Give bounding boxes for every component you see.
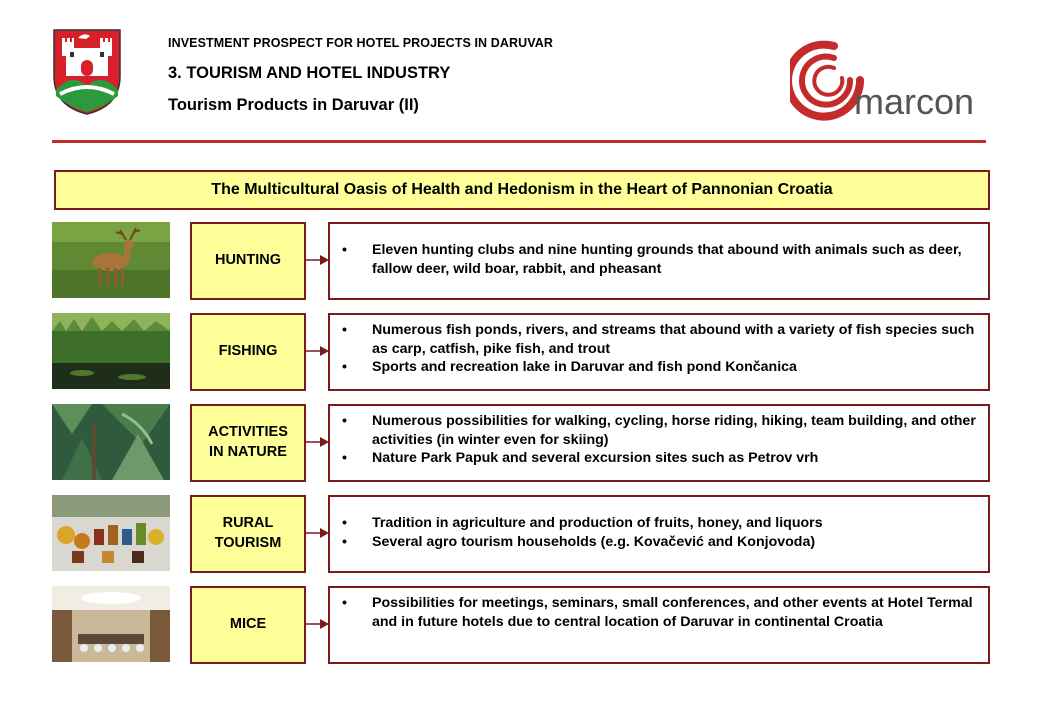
product-row-fishing [52, 313, 992, 391]
product-row-rural-tourism [52, 495, 992, 573]
deer-photo [52, 222, 170, 298]
category-label-text: HUNTING [214, 252, 282, 269]
description-box-activities-in-nature [328, 404, 990, 482]
arrow-right-icon [306, 343, 330, 359]
product-row-hunting [52, 222, 992, 300]
description-item: • Tradition in agriculture and production of fruits, honey, and liquors [338, 514, 980, 533]
pond-photo [52, 313, 170, 389]
description-item: • Sports and recreation lake in Daruvar and fish pond Končanica [338, 358, 980, 377]
category-label-fishing [190, 313, 306, 391]
conference-room-photo [52, 586, 170, 662]
description-item: • Numerous fish ponds, rivers, and streams that abound with a variety of fish species such as carp, catfish, pike fish, and trout [338, 321, 980, 358]
description-item: • Possibilities for meetings, seminars, small conferences, and other events at Hotel Termal and in future hotels due to central location of Daruvar in continental Croatia [338, 594, 980, 631]
header-divider [52, 140, 986, 143]
category-label-hunting [190, 222, 306, 300]
category-label-line: IN NATURE [209, 444, 287, 460]
marcon-logo [790, 28, 990, 128]
arrow-right-icon [306, 616, 330, 632]
arrow-right-icon [306, 434, 330, 450]
category-label-text [215, 514, 282, 553]
category-label-line: TOURISM [214, 535, 282, 551]
description-box-mice [328, 586, 990, 664]
description-item: • Eleven hunting clubs and nine hunting grounds that abound with animals such as deer, fallow deer, wild boar, rabbit, and pheasant [338, 241, 980, 278]
description-item: • Several agro tourism households (e.g. Kovačević and Konjovoda) [338, 533, 980, 552]
produce-photo [52, 495, 170, 571]
document-kicker: INVESTMENT PROSPECT FOR HOTEL PROJECTS IN DARUVAR [168, 36, 554, 50]
category-label-text: FISHING [218, 343, 278, 360]
description-item: • Numerous possibilities for walking, cycling, horse riding, hiking, team building, and other activities (in winter even for skiing) [338, 412, 980, 449]
category-label-line: ACTIVITIES [208, 424, 288, 441]
description-box-rural-tourism [328, 495, 990, 573]
category-label-rural-tourism [190, 495, 306, 573]
category-label-activities-in-nature [190, 404, 306, 482]
marcon-logo-text: marcon [854, 81, 975, 122]
category-label-text [208, 423, 288, 462]
product-row-mice [52, 586, 992, 664]
arrow-right-icon [306, 252, 330, 268]
category-label-mice [190, 586, 306, 664]
header [168, 36, 553, 115]
category-label-text: MICE [229, 616, 267, 633]
section-title: 3. TOURISM AND HOTEL INDUSTRY [168, 64, 451, 82]
banner-title: The Multicultural Oasis of Health and Hedonism in the Heart of Pannonian Croatia [54, 170, 990, 210]
description-box-hunting [328, 222, 990, 300]
arrow-right-icon [306, 525, 330, 541]
page-title: Tourism Products in Daruvar (II) [168, 96, 419, 114]
coat-of-arms-icon [52, 28, 122, 116]
product-row-activities-in-nature [52, 404, 992, 482]
category-label-line: RURAL [222, 515, 274, 532]
description-item: • Nature Park Papuk and several excursion sites such as Petrov vrh [338, 449, 980, 468]
description-box-fishing [328, 313, 990, 391]
forest-photo [52, 404, 170, 480]
